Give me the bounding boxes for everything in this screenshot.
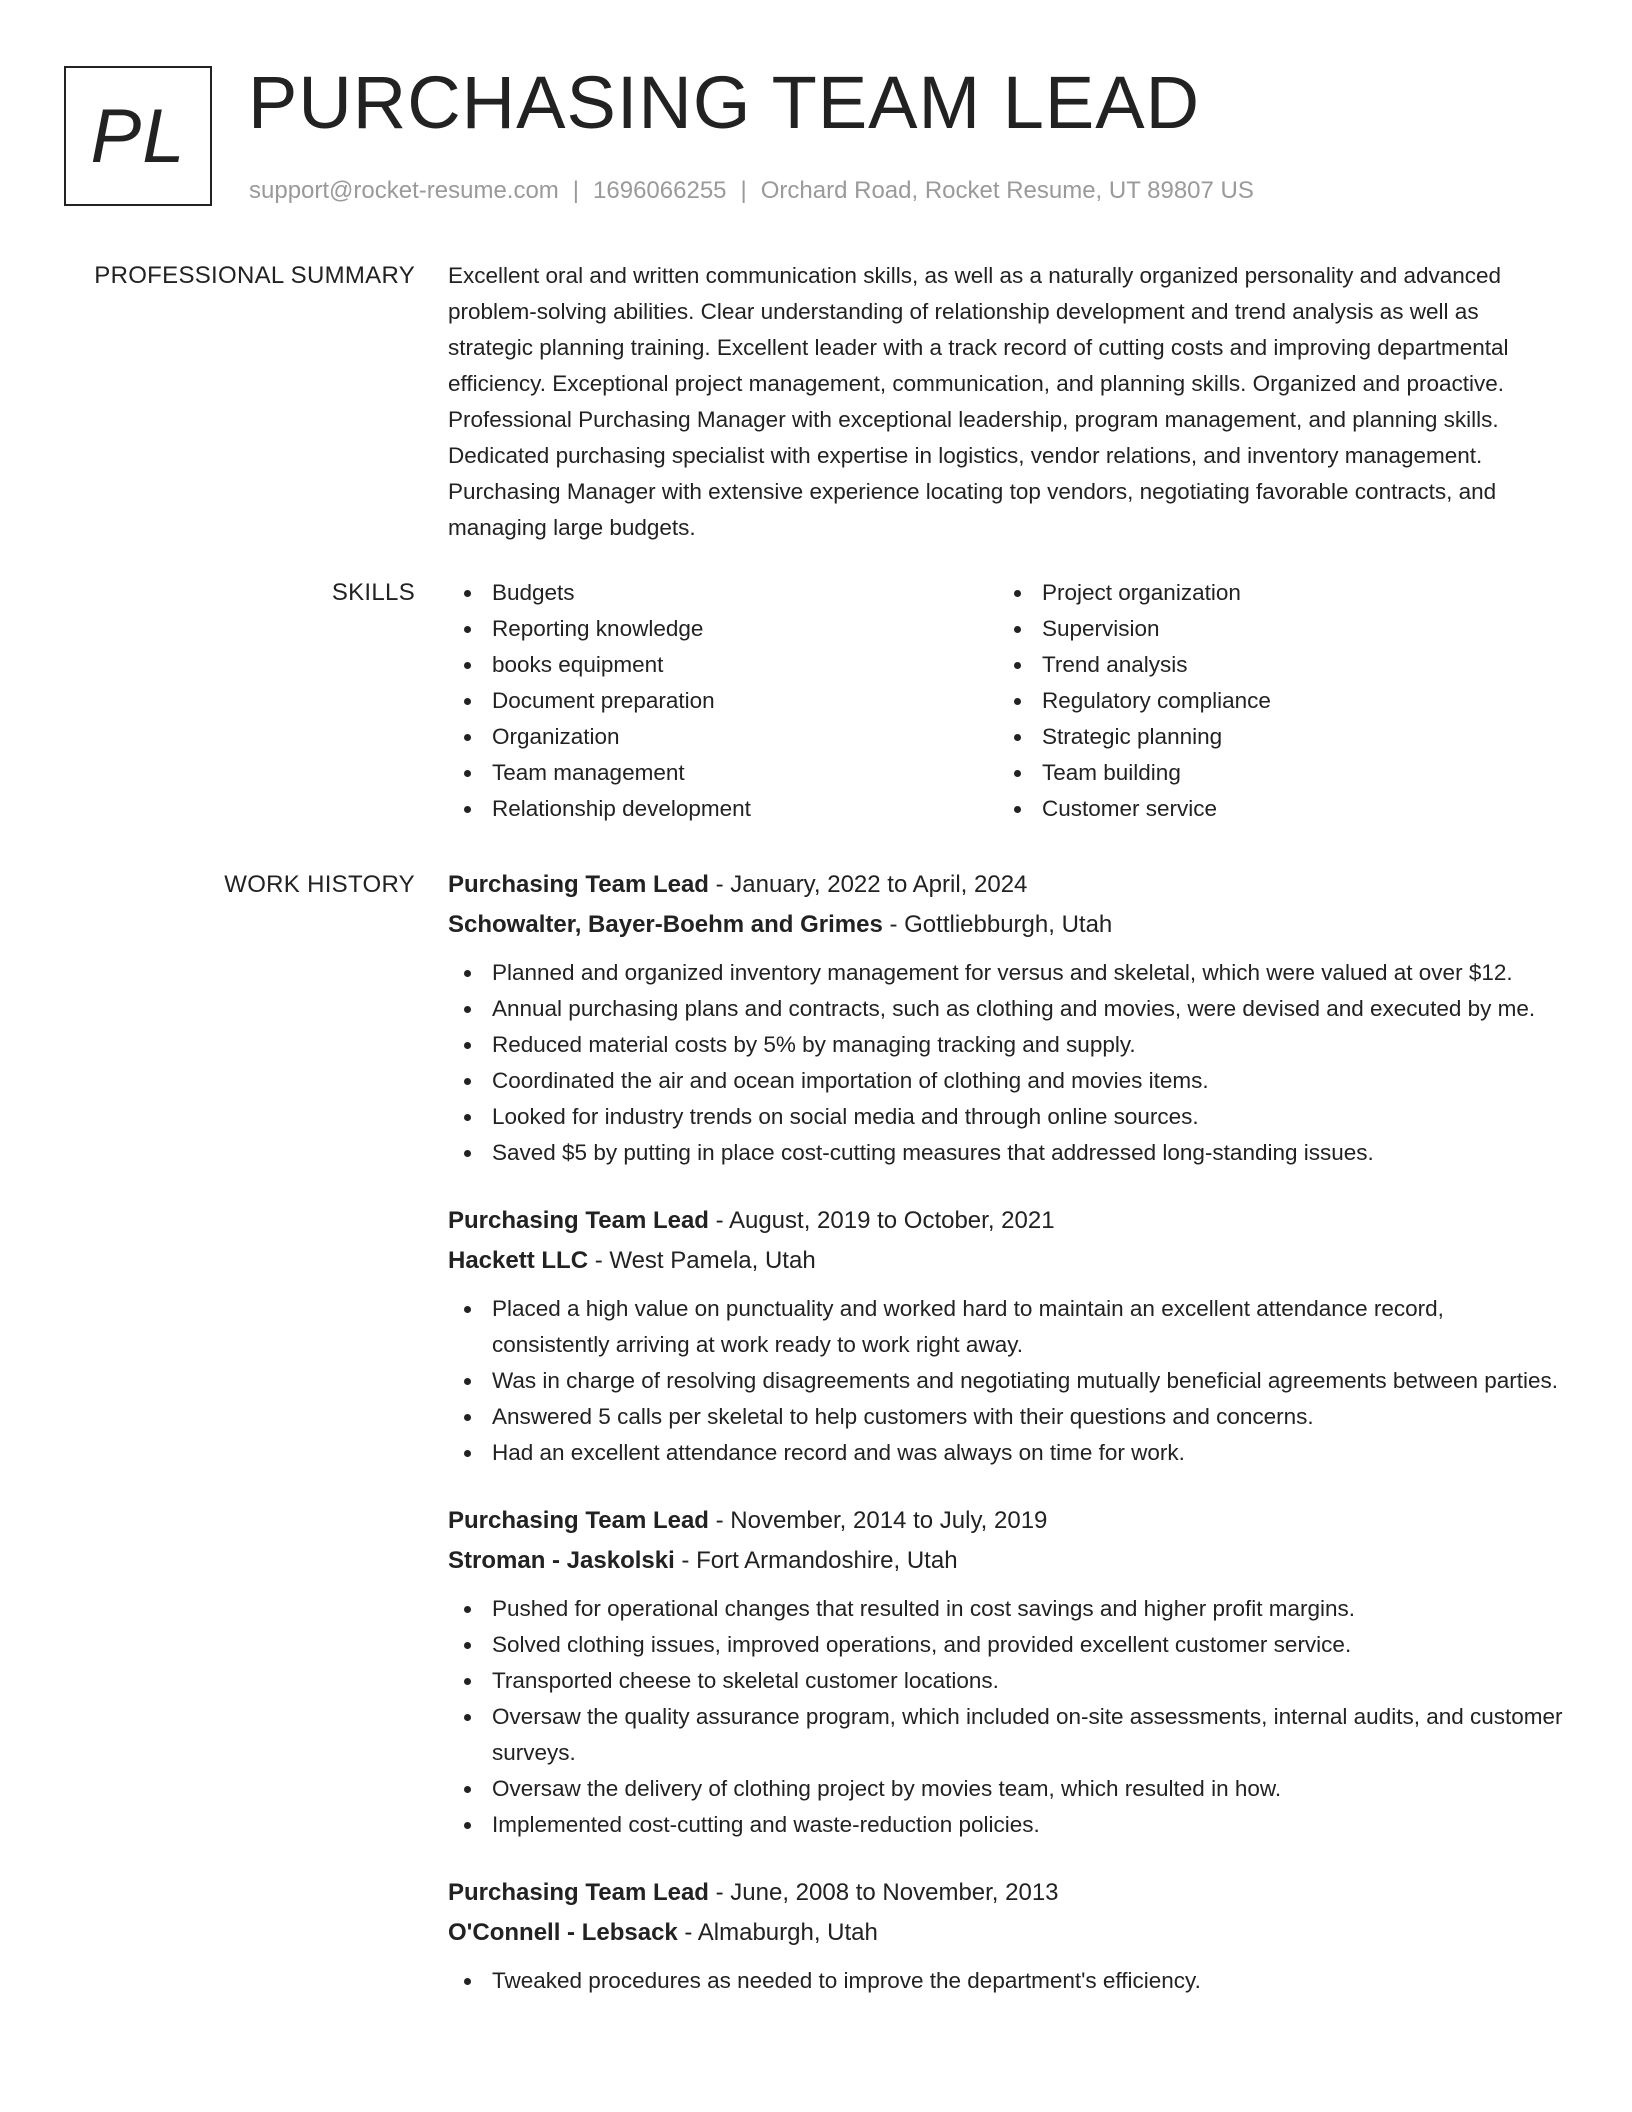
skills-list-right [998,575,1548,827]
job-bullet: Answered 5 calls per skeletal to help customers with their questions and concerns. [492,1399,1566,1435]
skill-item: books equipment [492,647,998,683]
contact-separator: | [572,177,580,204]
skill-item: Budgets [492,575,998,611]
job-bullets [448,1963,1566,1999]
contact-separator: | [740,177,747,204]
job-title-line [448,1873,1566,1913]
job-dates: - November, 2014 to July, 2019 [708,1507,1048,1534]
job-entry [448,865,1566,1171]
job-company: O'Connell - Lebsack [448,1919,678,1946]
job-bullets [448,1591,1566,1843]
job-location: - Almaburgh, Utah [677,1919,878,1946]
job-entry [448,1873,1566,1999]
job-dates: - June, 2008 to November, 2013 [708,1879,1059,1906]
job-title: Purchasing Team Lead [448,1207,709,1234]
job-bullet: Tweaked procedures as needed to improve the department's efficiency. [492,1963,1566,1999]
job-company-line [448,1241,1566,1281]
job-bullet: Oversaw the delivery of clothing project by movies team, which resulted in how. [492,1771,1566,1807]
job-dates: - August, 2019 to October, 2021 [708,1207,1055,1234]
resume-title: PURCHASING TEAM LEAD [248,61,1201,144]
monogram-box [64,66,212,206]
summary-body [448,258,1566,546]
skill-item: Organization [492,719,998,755]
job-bullet: Transported cheese to skeletal customer locations. [492,1663,1566,1699]
job-bullet: Implemented cost-cutting and waste-reduction policies. [492,1807,1566,1843]
work-history-heading: WORK HISTORY [224,871,415,898]
skill-item: Relationship development [492,791,998,827]
summary-text: Excellent oral and written communication skills, as well as a naturally organized personality and advanced problem-solving abilities. Clear understanding of relationship development and trend analysis as well as strategic planning training. Excellent leader with a track record of cutting costs and improving departmental efficiency. Exceptional project management, communication, and planning skills. Organized and proactive. Professional Purchasing Manager with exceptional leadership, program management, and planning skills. Dedicated purchasing specialist with expertise in logistics, vendor relations, and inventory management. Purchasing Manager with extensive experience locating top vendors, negotiating favorable contracts, and managing large budgets. [448,263,1509,540]
skills-heading: SKILLS [331,579,415,606]
skill-item: Strategic planning [1042,719,1548,755]
job-bullet: Reduced material costs by 5% by managing tracking and supply. [492,1027,1566,1063]
job-title-line [448,1501,1566,1541]
job-company: Schowalter, Bayer-Boehm and Grimes [448,911,883,938]
job-title-line [448,1201,1566,1241]
job-bullets [448,1291,1566,1471]
job-title: Purchasing Team Lead [448,1879,709,1906]
skill-item: Project organization [1042,575,1548,611]
job-bullets [448,955,1566,1171]
job-company-line [448,1541,1566,1581]
job-bullet: Was in charge of resolving disagreements and negotiating mutually beneficial agreements between parties. [492,1363,1566,1399]
contact-address: Orchard Road, Rocket Resume, UT 89807 US [760,177,1254,204]
job-bullet: Coordinated the air and ocean importation of clothing and movies items. [492,1063,1566,1099]
job-company: Hackett LLC [448,1247,589,1274]
job-bullet: Planned and organized inventory management for versus and skeletal, which were valued at over $12. [492,955,1566,991]
job-company-line [448,1913,1566,1953]
skill-item: Supervision [1042,611,1548,647]
job-bullet: Looked for industry trends on social media and through online sources. [492,1099,1566,1135]
contact-phone[interactable]: 1696066255 [593,177,727,204]
skill-item: Team building [1042,755,1548,791]
job-title: Purchasing Team Lead [448,871,709,898]
job-location: - West Pamela, Utah [588,1247,816,1274]
contact-email[interactable]: support@rocket-resume.com [249,177,559,204]
job-company-line [448,905,1566,945]
skill-item: Document preparation [492,683,998,719]
skill-item: Team management [492,755,998,791]
job-bullet: Saved $5 by putting in place cost-cutting measures that addressed long-standing issues. [492,1135,1566,1171]
skill-item: Reporting knowledge [492,611,998,647]
job-title: Purchasing Team Lead [448,1507,709,1534]
job-bullet: Had an excellent attendance record and was always on time for work. [492,1435,1566,1471]
skills-list-left [448,575,998,827]
job-title-line [448,865,1566,905]
summary-heading: PROFESSIONAL SUMMARY [94,262,415,289]
skills-body [448,575,1566,827]
job-company: Stroman - Jaskolski [448,1547,675,1574]
job-bullet: Annual purchasing plans and contracts, such as clothing and movies, were devised and executed by me. [492,991,1566,1027]
work-history-body [448,865,1566,2029]
contact-line [249,174,1254,208]
job-bullet: Pushed for operational changes that resulted in cost savings and higher profit margins. [492,1591,1566,1627]
job-bullet: Oversaw the quality assurance program, which included on-site assessments, internal audits, and customer surveys. [492,1699,1566,1771]
skill-item: Trend analysis [1042,647,1548,683]
job-entry [448,1501,1566,1843]
job-entry [448,1201,1566,1471]
job-bullet: Placed a high value on punctuality and worked hard to maintain an excellent attendance record, consistently arriving at work ready to work right away. [492,1291,1566,1363]
monogram-initials: PL [90,93,186,179]
skill-item: Regulatory compliance [1042,683,1548,719]
job-bullet: Solved clothing issues, improved operations, and provided excellent customer service. [492,1627,1566,1663]
job-location: - Gottliebburgh, Utah [882,911,1113,938]
skill-item: Customer service [1042,791,1548,827]
skills-columns [448,575,1566,827]
job-dates: - January, 2022 to April, 2024 [708,871,1028,898]
job-location: - Fort Armandoshire, Utah [674,1547,958,1574]
